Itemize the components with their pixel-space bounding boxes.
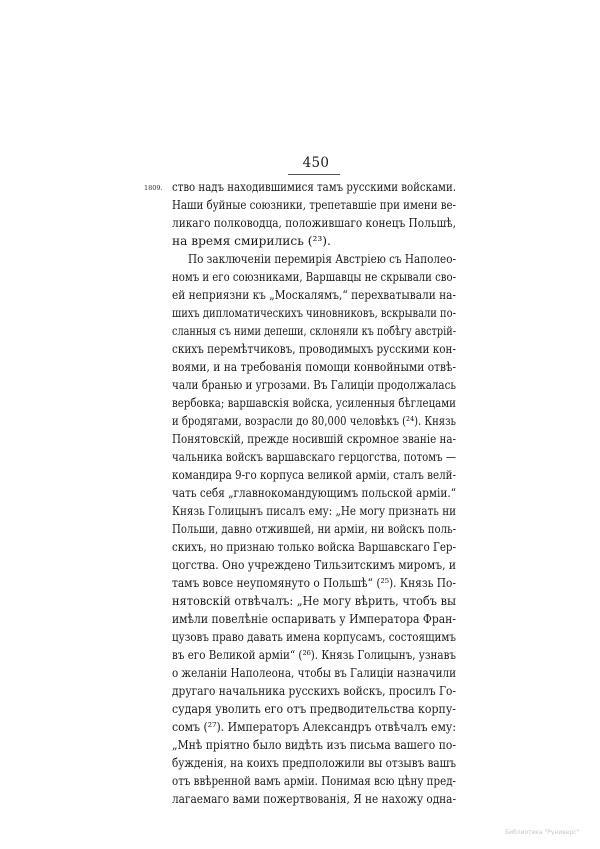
margin-year-note: 1809.: [144, 184, 163, 192]
text-line: Князь Голицынъ писалъ ему: „Не могу признать ни: [172, 504, 456, 518]
page-number-rule: [288, 174, 340, 175]
text-line: другаго начальника русскихъ войскъ, просилъ Го-: [172, 684, 456, 698]
text-line: ликаго полководца, положившаго конецъ Польшѣ,: [172, 216, 456, 230]
text-line: отъ ввѣренной вамъ арміи. Понимая всю цѣну пред-: [172, 774, 456, 788]
text-line: Понятовскій, прежде носившій скромное званіе на-: [172, 432, 456, 446]
text-line: ство надъ находившимися тамъ русскими войсками.: [172, 180, 456, 194]
text-line: шихъ дипломатическихъ чиновниковъ, вскрывали по-: [172, 306, 456, 320]
text-line: цузовъ право давать имена корпусамъ, состоящимъ: [172, 630, 456, 644]
library-watermark: Библиотека "Руниверс": [505, 829, 580, 836]
text-line: По заключеніи перемирія Австріею съ Наполео-: [188, 252, 456, 266]
text-line: Польши, давно отжившей, ни арміи, ни войскъ поль-: [172, 522, 456, 536]
text-line: цогства. Оно учреждено Тильзитскимъ миромъ, и: [172, 558, 456, 572]
text-line: чать себя „главнокомандующимъ польской арміи.“: [172, 486, 456, 500]
text-line: чальника войскъ варшавскаго герцогства, потомъ —: [172, 450, 456, 464]
text-line: тамъ вовсе неупомянуто о Польшѣ“ (²⁵). Князь По-: [172, 576, 456, 590]
text-line: „Мнѣ пріятно было видѣть изъ письма вашего по-: [172, 738, 456, 752]
page-number: 450: [302, 155, 330, 171]
body-text: [172, 178, 456, 808]
text-line: имѣли повелѣніе оспаривать у Императора Фран-: [172, 612, 456, 626]
text-line: бужденія, на коихъ предположили вы отзывъ вашъ: [172, 756, 456, 770]
text-line: воями, и на требованія помощи конвойными отвѣ-: [172, 360, 456, 374]
text-line: скихъ перемѣтчиковъ, проводимыхъ русскими кон-: [172, 342, 456, 356]
text-line: Наши буйные союзники, трепетавшіе при имени ве-: [172, 198, 456, 212]
text-line: лагаемаго вами пожертвованія, Я не нахожу одна-: [172, 792, 456, 806]
text-line: сударя уволить его отъ предводительства корпу-: [172, 702, 456, 716]
text-line: командира 9-го корпуса великой арміи, сталъ велй-: [172, 468, 456, 482]
text-line: номъ и его союзниками, Варшавцы не скрывали сво-: [172, 270, 456, 284]
text-line: на время смирились (²³).: [172, 234, 331, 248]
text-line: нятовскій отвѣчалъ: „Не могу вѣрить, чтобъ вы: [172, 594, 456, 608]
text-line: о желаніи Наполеона, чтобы въ Галиціи назначили: [172, 666, 456, 680]
text-line: скихъ, но признаю только войска Варшавскаго Гер-: [172, 540, 456, 554]
text-line: вербовка; варшавскія войска, усиленныя бѣглецами: [172, 396, 456, 410]
text-line: въ его Великой арміи“ (²⁶). Князь Голицынъ, узнавъ: [172, 648, 456, 662]
text-line: сланныя съ ними депеши, склоняли къ побѣгу австрій-: [172, 324, 456, 338]
text-line: и бродягами, возрасли до 80,000 человѣкъ (²⁴). Князь: [172, 414, 456, 428]
text-line: ей неприязни къ „Москалямъ,“ перехватывали на-: [172, 288, 456, 302]
text-line: сомъ (²⁷). Императоръ Александръ отвѣчалъ ему:: [172, 720, 456, 734]
text-line: чали бранью и угрозами. Въ Галиціи продолжалась: [172, 378, 456, 392]
